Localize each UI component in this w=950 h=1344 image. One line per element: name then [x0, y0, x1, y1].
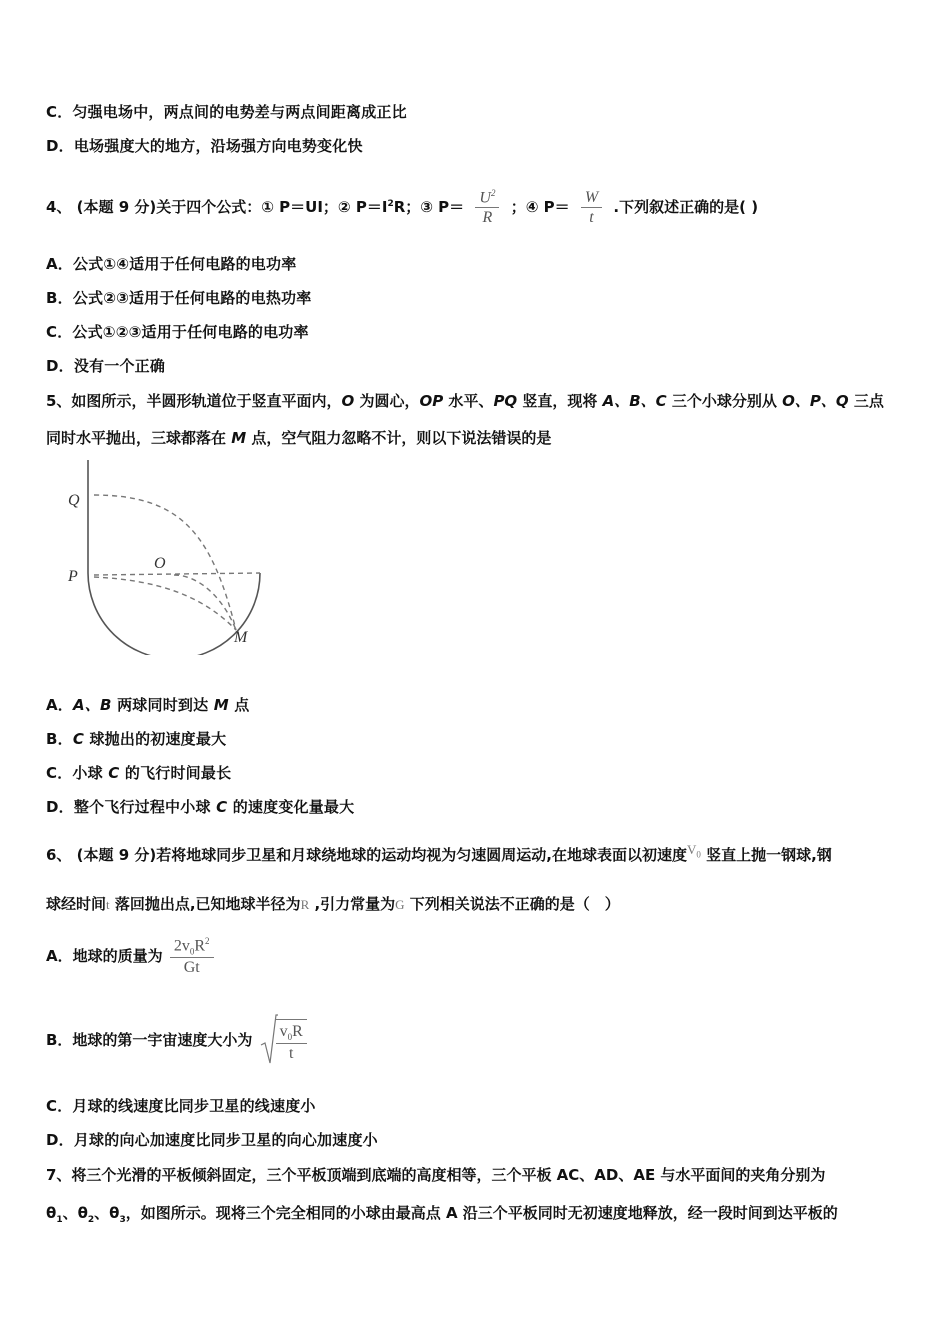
q6-option-c: C．月球的线速度比同步卫星的线速度小 — [46, 1097, 316, 1115]
formula-first-cosmic-velocity: $\frac{v_0R}{t}$ — [260, 1013, 307, 1069]
q6-stem-line1: 6、 (本题 9 分)若将地球同步卫星和月球绕地球的运动均视为匀速圆周运动,在地球表面以初速度$V_0$ 竖直上抛一钢球,钢 — [46, 842, 832, 864]
q6-option-a: A．地球的质量为 $\frac{2v_0R^2}{Gt}$ — [46, 928, 910, 984]
label-m: M — [234, 629, 248, 646]
q6-stem-line2: 球经时间t 落回抛出点,已知地球半径为R ,引力常量为G 下列相关说法不正确的是（ ） — [46, 895, 620, 913]
q5-stem-line2: 同时水平抛出，三球都落在 M 点，空气阻力忽略不计，则以下说法错误的是 — [46, 429, 552, 447]
trajectory-o — [174, 575, 236, 630]
q5-option-d: D．整个飞行过程中小球 C 的速度变化量最大 — [46, 798, 355, 816]
q3-option-d: D．电场强度大的地方，沿场强方向电势变化快 — [46, 137, 363, 155]
q6-option-d: D．月球的向心加速度比同步卫星的向心加速度小 — [46, 1131, 378, 1149]
label-q: Q — [68, 492, 80, 509]
q6-option-b: B．地球的第一宇宙速度大小为 $\frac{v_0R}{t}$ — [46, 1012, 910, 1068]
q4-option-d: D．没有一个正确 — [46, 357, 166, 375]
q5-option-a: A．A、B 两球同时到达 M 点 — [46, 696, 250, 714]
label-p: P — [68, 568, 78, 585]
formula-w-over-t: $\frac{W}{t}$ — [581, 188, 602, 227]
q5-option-b: B．C 球抛出的初速度最大 — [46, 730, 227, 748]
q5-option-c: C．小球 C 的飞行时间最长 — [46, 764, 232, 782]
q5-stem-line1: 5、如图所示，半圆形轨道位于竖直平面内，O 为圆心，OP 水平、PQ 竖直，现将 A、B、C 三个小球分别从 O、P、Q 三点 — [46, 392, 884, 410]
line-op — [94, 573, 260, 575]
q4-option-a: A．公式①④适用于任何电路的电功率 — [46, 255, 297, 273]
q5-figure — [62, 455, 272, 655]
q3-option-c: C．匀强电场中，两点间的电势差与两点间距离成正比 — [46, 103, 407, 121]
formula-earth-mass: $\frac{2v_0R^2}{Gt}$ — [170, 936, 214, 978]
trajectory-p — [94, 577, 236, 630]
formula-u2-over-r: $\frac{U^2}{R}$ — [475, 188, 499, 228]
q7-stem-line2: $\theta_1$、$\theta_2$、$\theta_3$，如图所示。现将三个完全相同的小球由最高点 A 沿三个平板同时无初速度地释放，经一段时间到达平板的 — [46, 1204, 838, 1225]
label-o: O — [154, 555, 166, 572]
q4-stem: 4、 (本题 9 分)关于四个公式：① P＝UI；② $P=I^2R$；③ P＝ $\frac{U^2}{R}$ ；④ P＝ $\frac{W}{t}$ .下列叙述正确的是( ) — [46, 187, 759, 227]
q7-stem-line1: 7、将三个光滑的平板倾斜固定，三个平板顶端到底端的高度相等，三个平板 AC、AD、AE 与水平面间的夹角分别为 — [46, 1166, 826, 1184]
sqrt-icon — [260, 1013, 278, 1065]
q4-option-b: B．公式②③适用于任何电路的电热功率 — [46, 289, 312, 307]
q4-option-c: C．公式①②③适用于任何电路的电功率 — [46, 323, 309, 341]
